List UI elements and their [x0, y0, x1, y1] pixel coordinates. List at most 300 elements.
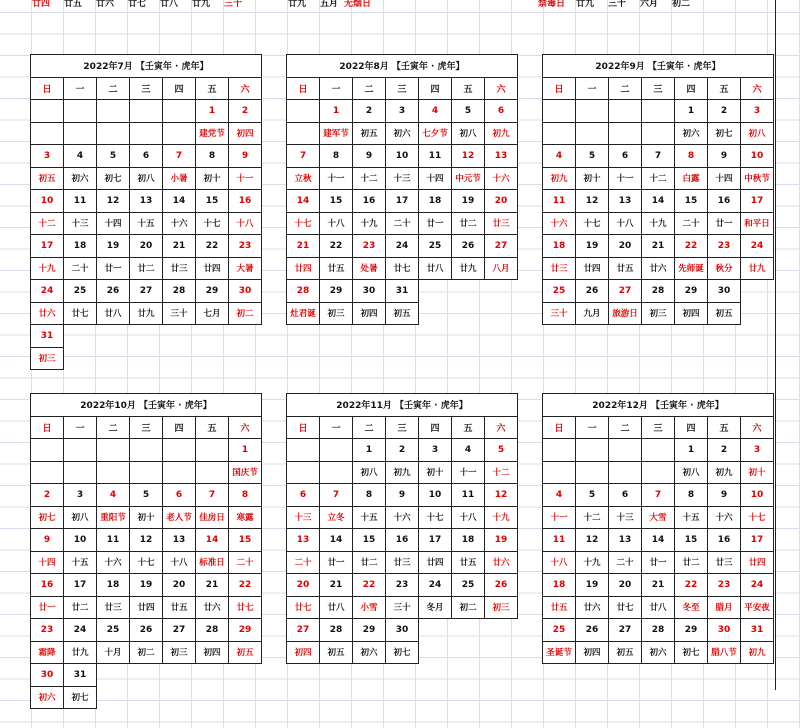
- lunar-label: 霜降: [31, 641, 64, 664]
- lunar-label: [163, 347, 196, 370]
- lunar-label: 初八: [675, 461, 708, 484]
- lunar-label: 廿一: [97, 257, 130, 280]
- lunar-label: 初三: [485, 596, 518, 619]
- day-number: 19: [97, 235, 130, 258]
- lunar-label: 十一: [452, 461, 485, 484]
- day-number: 16: [708, 529, 741, 552]
- lunar-label: [642, 461, 675, 484]
- weekday-header: 四: [675, 416, 708, 439]
- day-number: 29: [675, 619, 708, 642]
- weekday-header: 三: [386, 77, 419, 100]
- lunar-label: [419, 302, 452, 325]
- lunar-label: 十四: [31, 551, 64, 574]
- day-number: 11: [64, 190, 97, 213]
- lunar-label: 廿一: [419, 212, 452, 235]
- lunar-label: 十一: [320, 167, 353, 190]
- day-number: 26: [130, 619, 163, 642]
- day-number: 9: [31, 529, 64, 552]
- lunar-label: 老人节: [163, 506, 196, 529]
- day-number: 18: [64, 235, 97, 258]
- day-number: 3: [741, 439, 774, 462]
- day-number: 25: [97, 619, 130, 642]
- lunar-label: 初二: [130, 641, 163, 664]
- day-number: 14: [642, 190, 675, 213]
- day-number: 9: [708, 484, 741, 507]
- day-number: 9: [386, 484, 419, 507]
- day-number: [97, 325, 130, 348]
- day-number: 24: [741, 235, 774, 258]
- day-number: 26: [576, 280, 609, 303]
- day-number: 6: [287, 484, 320, 507]
- day-number: 8: [320, 145, 353, 168]
- lunar-label: 八月: [485, 257, 518, 280]
- day-number: 4: [97, 484, 130, 507]
- day-number: [163, 664, 196, 687]
- lunar-label: 廿五: [543, 596, 576, 619]
- lunar-label: 大暑: [229, 257, 262, 280]
- day-number: 9: [708, 145, 741, 168]
- day-number: [287, 439, 320, 462]
- lunar-label: 初十: [196, 167, 229, 190]
- lunar-label: 十六: [485, 167, 518, 190]
- day-number: 11: [97, 529, 130, 552]
- day-number: 14: [163, 190, 196, 213]
- day-number: 18: [419, 190, 452, 213]
- lunar-label: 小暑: [163, 167, 196, 190]
- lunar-label: [287, 122, 320, 145]
- day-number: 12: [576, 190, 609, 213]
- day-number: 28: [196, 619, 229, 642]
- lunar-label: 十九: [31, 257, 64, 280]
- lunar-label: 廿八: [97, 302, 130, 325]
- day-number: 24: [31, 280, 64, 303]
- strip-lunar-label: 廿六: [96, 0, 115, 9]
- day-number: 20: [609, 574, 642, 597]
- day-number: 10: [64, 529, 97, 552]
- weekday-header: 二: [97, 416, 130, 439]
- day-number: 28: [642, 280, 675, 303]
- day-number: 26: [576, 619, 609, 642]
- day-number: 29: [353, 619, 386, 642]
- day-number: 15: [229, 529, 262, 552]
- day-number: 17: [741, 190, 774, 213]
- day-number: 18: [452, 529, 485, 552]
- day-number: 27: [485, 235, 518, 258]
- lunar-label: 初十: [741, 461, 774, 484]
- lunar-label: [163, 461, 196, 484]
- lunar-label: 廿四: [130, 596, 163, 619]
- day-number: 13: [163, 529, 196, 552]
- lunar-label: 廿六: [31, 302, 64, 325]
- day-number: 30: [31, 664, 64, 687]
- lunar-label: 十八: [609, 212, 642, 235]
- lunar-label: 廿四: [419, 551, 452, 574]
- weekday-header: 三: [130, 77, 163, 100]
- weekday-header: 四: [419, 77, 452, 100]
- day-number: [419, 280, 452, 303]
- lunar-label: 初九: [543, 167, 576, 190]
- lunar-label: 廿四: [196, 257, 229, 280]
- lunar-label: 初七: [64, 686, 97, 709]
- lunar-label: 初四: [229, 122, 262, 145]
- lunar-label: 廿六: [576, 596, 609, 619]
- day-number: 17: [419, 529, 452, 552]
- day-number: 13: [287, 529, 320, 552]
- weekday-header: 二: [353, 77, 386, 100]
- lunar-label: 十八: [320, 212, 353, 235]
- day-number: 11: [543, 529, 576, 552]
- day-number: [485, 619, 518, 642]
- day-number: 11: [452, 484, 485, 507]
- day-number: 20: [609, 235, 642, 258]
- lunar-label: 廿二: [130, 257, 163, 280]
- day-number: 12: [452, 145, 485, 168]
- lunar-label: [130, 122, 163, 145]
- lunar-label: 十六: [543, 212, 576, 235]
- lunar-label: 初九: [386, 461, 419, 484]
- lunar-label: 三十: [543, 302, 576, 325]
- lunar-label: 廿四: [741, 551, 774, 574]
- day-number: 3: [64, 484, 97, 507]
- lunar-label: 廿五: [452, 551, 485, 574]
- day-number: 1: [353, 439, 386, 462]
- lunar-label: 二十: [386, 212, 419, 235]
- lunar-label: 廿三: [485, 212, 518, 235]
- lunar-label: 十八: [229, 212, 262, 235]
- day-number: 30: [353, 280, 386, 303]
- lunar-label: 国庆节: [229, 461, 262, 484]
- day-number: 6: [609, 484, 642, 507]
- day-number: 10: [31, 190, 64, 213]
- lunar-label: 廿六: [642, 257, 675, 280]
- day-number: 3: [31, 145, 64, 168]
- day-number: [64, 100, 97, 123]
- day-number: 28: [287, 280, 320, 303]
- day-number: [97, 439, 130, 462]
- lunar-label: 廿三: [543, 257, 576, 280]
- lunar-label: 廿三: [708, 551, 741, 574]
- weekday-header: 六: [485, 416, 518, 439]
- lunar-label: 初十: [419, 461, 452, 484]
- weekday-header: 三: [642, 77, 675, 100]
- day-number: 10: [386, 145, 419, 168]
- day-number: 21: [320, 574, 353, 597]
- calendar-2022-12: [542, 393, 774, 664]
- lunar-label: 冬至: [675, 596, 708, 619]
- day-number: 27: [609, 280, 642, 303]
- lunar-label: 腊八节: [708, 641, 741, 664]
- lunar-label: [485, 641, 518, 664]
- day-number: 22: [320, 235, 353, 258]
- day-number: 23: [386, 574, 419, 597]
- lunar-label: 初十: [576, 167, 609, 190]
- weekday-header: 二: [609, 77, 642, 100]
- lunar-label: [452, 302, 485, 325]
- lunar-label: 廿八: [320, 596, 353, 619]
- strip-lunar-label: 三十: [608, 0, 627, 9]
- day-number: [609, 100, 642, 123]
- lunar-label: 廿三: [386, 551, 419, 574]
- lunar-label: 廿二: [353, 551, 386, 574]
- day-number: 29: [320, 280, 353, 303]
- lunar-label: [543, 461, 576, 484]
- day-number: 4: [419, 100, 452, 123]
- lunar-label: 十九: [576, 551, 609, 574]
- day-number: [609, 439, 642, 462]
- day-number: 12: [485, 484, 518, 507]
- weekday-header: 五: [708, 416, 741, 439]
- weekday-header: 三: [130, 416, 163, 439]
- lunar-label: 二十: [64, 257, 97, 280]
- lunar-label: 七月: [196, 302, 229, 325]
- day-number: 3: [419, 439, 452, 462]
- lunar-label: 初四: [287, 641, 320, 664]
- lunar-label: 初三: [320, 302, 353, 325]
- lunar-label: 十一: [609, 167, 642, 190]
- lunar-label: 初四: [576, 641, 609, 664]
- lunar-label: 初七: [31, 506, 64, 529]
- lunar-label: [741, 302, 774, 325]
- lunar-label: 初五: [386, 302, 419, 325]
- day-number: [130, 439, 163, 462]
- day-number: 12: [576, 529, 609, 552]
- day-number: 2: [353, 100, 386, 123]
- lunar-label: 十七: [576, 212, 609, 235]
- day-number: 16: [229, 190, 262, 213]
- day-number: 12: [130, 529, 163, 552]
- day-number: 14: [642, 529, 675, 552]
- day-number: [130, 664, 163, 687]
- lunar-label: 十七: [287, 212, 320, 235]
- lunar-label: 廿六: [485, 551, 518, 574]
- strip-lunar-label: 无烟日: [344, 0, 372, 9]
- day-number: [741, 280, 774, 303]
- weekday-header: 四: [675, 77, 708, 100]
- day-number: [543, 439, 576, 462]
- lunar-label: 初八: [741, 122, 774, 145]
- lunar-label: [452, 641, 485, 664]
- day-number: 16: [708, 190, 741, 213]
- lunar-label: 十七: [419, 506, 452, 529]
- lunar-label: 初五: [320, 641, 353, 664]
- day-number: 22: [229, 574, 262, 597]
- strip-lunar-label: 廿九: [192, 0, 211, 9]
- weekday-header: 五: [452, 77, 485, 100]
- day-number: 18: [97, 574, 130, 597]
- lunar-label: 十六: [97, 551, 130, 574]
- weekday-header: 日: [31, 77, 64, 100]
- lunar-label: [130, 347, 163, 370]
- lunar-label: 廿五: [320, 257, 353, 280]
- lunar-label: 初三: [163, 641, 196, 664]
- weekday-header: 六: [485, 77, 518, 100]
- lunar-label: 初六: [642, 641, 675, 664]
- lunar-label: [163, 122, 196, 145]
- day-number: 6: [130, 145, 163, 168]
- day-number: 19: [576, 574, 609, 597]
- right-divider: [775, 0, 776, 690]
- lunar-label: 十五: [130, 212, 163, 235]
- day-number: 5: [485, 439, 518, 462]
- day-number: 24: [419, 574, 452, 597]
- lunar-label: 十七: [196, 212, 229, 235]
- lunar-label: 先师诞: [675, 257, 708, 280]
- lunar-label: 初六: [386, 122, 419, 145]
- month-title: 2022年9月 【壬寅年 · 虎年】: [543, 55, 774, 78]
- day-number: 16: [31, 574, 64, 597]
- lunar-label: 十六: [386, 506, 419, 529]
- lunar-label: [642, 122, 675, 145]
- weekday-header: 二: [97, 77, 130, 100]
- lunar-label: [130, 686, 163, 709]
- lunar-label: 廿一: [31, 596, 64, 619]
- day-number: [419, 619, 452, 642]
- lunar-label: 初七: [386, 641, 419, 664]
- lunar-label: 十六: [708, 506, 741, 529]
- day-number: 31: [741, 619, 774, 642]
- lunar-label: 初八: [353, 461, 386, 484]
- weekday-header: 四: [419, 416, 452, 439]
- day-number: [485, 280, 518, 303]
- day-number: 7: [642, 484, 675, 507]
- day-number: 20: [287, 574, 320, 597]
- lunar-label: 二十: [675, 212, 708, 235]
- day-number: 29: [675, 280, 708, 303]
- day-number: 17: [31, 235, 64, 258]
- lunar-label: 廿五: [163, 596, 196, 619]
- lunar-label: 初七: [97, 167, 130, 190]
- lunar-label: [97, 461, 130, 484]
- day-number: 14: [320, 529, 353, 552]
- lunar-label: 初三: [642, 302, 675, 325]
- day-number: 22: [196, 235, 229, 258]
- day-number: [543, 100, 576, 123]
- lunar-label: 初七: [675, 641, 708, 664]
- weekday-header: 日: [31, 416, 64, 439]
- day-number: 1: [229, 439, 262, 462]
- day-number: 4: [543, 145, 576, 168]
- day-number: 12: [97, 190, 130, 213]
- lunar-label: 建军节: [320, 122, 353, 145]
- lunar-label: 立冬: [320, 506, 353, 529]
- day-number: 15: [353, 529, 386, 552]
- lunar-label: 十二: [576, 506, 609, 529]
- month-title: 2022年11月 【壬寅年 · 虎年】: [287, 394, 518, 417]
- weekday-header: 三: [386, 416, 419, 439]
- lunar-label: 廿七: [229, 596, 262, 619]
- day-number: 24: [741, 574, 774, 597]
- lunar-label: 廿五: [609, 257, 642, 280]
- lunar-label: 初二: [452, 596, 485, 619]
- lunar-label: [543, 122, 576, 145]
- lunar-label: 初七: [708, 122, 741, 145]
- lunar-label: 廿九: [741, 257, 774, 280]
- lunar-label: [287, 461, 320, 484]
- weekday-header: 六: [229, 77, 262, 100]
- lunar-label: 廿九: [130, 302, 163, 325]
- day-number: 21: [287, 235, 320, 258]
- day-number: 6: [485, 100, 518, 123]
- day-number: 19: [452, 190, 485, 213]
- lunar-label: 初九: [741, 641, 774, 664]
- lunar-label: 标准日: [196, 551, 229, 574]
- day-number: 20: [485, 190, 518, 213]
- day-number: 22: [675, 574, 708, 597]
- day-number: [320, 439, 353, 462]
- day-number: 11: [419, 145, 452, 168]
- day-number: [64, 439, 97, 462]
- lunar-label: 十三: [64, 212, 97, 235]
- day-number: [163, 439, 196, 462]
- day-number: 5: [576, 145, 609, 168]
- calendar-2022-09: [542, 54, 774, 325]
- lunar-label: 建党节: [196, 122, 229, 145]
- day-number: 8: [196, 145, 229, 168]
- strip-lunar-label: 五月: [320, 0, 339, 9]
- day-number: 2: [31, 484, 64, 507]
- lunar-label: 廿四: [287, 257, 320, 280]
- day-number: [642, 100, 675, 123]
- day-number: [163, 325, 196, 348]
- weekday-header: 日: [287, 77, 320, 100]
- day-number: 7: [196, 484, 229, 507]
- weekday-header: 一: [320, 416, 353, 439]
- lunar-label: 廿四: [576, 257, 609, 280]
- day-number: 11: [543, 190, 576, 213]
- day-number: 14: [287, 190, 320, 213]
- day-number: 24: [64, 619, 97, 642]
- day-number: 28: [320, 619, 353, 642]
- lunar-label: 十四: [708, 167, 741, 190]
- day-number: [452, 619, 485, 642]
- weekday-header: 五: [196, 77, 229, 100]
- lunar-label: 廿三: [163, 257, 196, 280]
- lunar-label: [31, 122, 64, 145]
- day-number: 10: [741, 145, 774, 168]
- day-number: 25: [64, 280, 97, 303]
- lunar-label: 白露: [675, 167, 708, 190]
- day-number: 23: [31, 619, 64, 642]
- lunar-label: 初五: [229, 641, 262, 664]
- lunar-label: 中元节: [452, 167, 485, 190]
- lunar-label: [320, 461, 353, 484]
- day-number: [97, 100, 130, 123]
- day-number: 19: [130, 574, 163, 597]
- day-number: [229, 325, 262, 348]
- lunar-label: 十九: [642, 212, 675, 235]
- lunar-label: 十二: [353, 167, 386, 190]
- day-number: 1: [320, 100, 353, 123]
- day-number: 23: [708, 574, 741, 597]
- day-number: 29: [229, 619, 262, 642]
- lunar-label: 廿一: [320, 551, 353, 574]
- day-number: [452, 280, 485, 303]
- lunar-label: 立秋: [287, 167, 320, 190]
- weekday-header: 五: [196, 416, 229, 439]
- day-number: 25: [543, 280, 576, 303]
- lunar-label: 小雪: [353, 596, 386, 619]
- lunar-label: 初四: [196, 641, 229, 664]
- day-number: [64, 325, 97, 348]
- day-number: [196, 439, 229, 462]
- lunar-label: 初三: [31, 347, 64, 370]
- day-number: [196, 664, 229, 687]
- strip-lunar-label: 三十: [224, 0, 243, 9]
- day-number: 7: [287, 145, 320, 168]
- day-number: 31: [64, 664, 97, 687]
- strip-lunar-label: 廿四: [32, 0, 51, 9]
- day-number: 26: [485, 574, 518, 597]
